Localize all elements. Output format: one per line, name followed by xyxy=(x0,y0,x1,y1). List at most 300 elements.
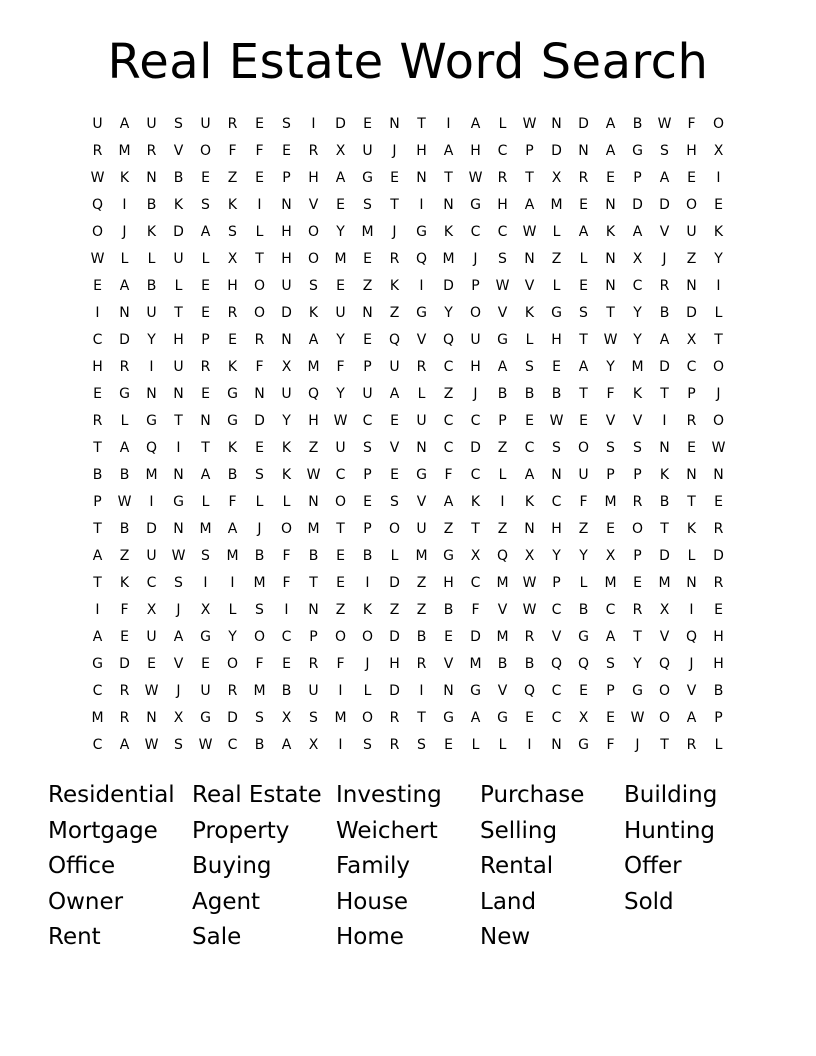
grid-letter: Z xyxy=(227,170,238,186)
grid-letter: E xyxy=(687,170,696,186)
grid-row xyxy=(84,570,732,597)
grid-letter: C xyxy=(686,359,697,375)
grid-letter: K xyxy=(308,305,319,321)
grid-letter: D xyxy=(389,629,400,645)
grid-letter: C xyxy=(92,737,103,753)
grid-letter: A xyxy=(632,224,643,240)
grid-letter: M xyxy=(145,467,158,483)
grid-letter: R xyxy=(146,143,157,159)
grid-letter: Z xyxy=(416,575,427,591)
grid-letter: W xyxy=(144,683,159,699)
grid-letter: Z xyxy=(308,440,319,456)
grid-letter: R xyxy=(308,143,319,159)
grid-letter: U xyxy=(92,116,103,132)
grid-letter: F xyxy=(336,359,345,375)
grid-letter: Y xyxy=(228,629,237,645)
grid-letter: M xyxy=(550,197,563,213)
grid-letter: D xyxy=(659,359,670,375)
grid-letter: Q xyxy=(550,656,563,672)
grid-letter: G xyxy=(200,710,211,726)
grid-letter: P xyxy=(498,413,507,429)
grid-letter: I xyxy=(257,197,262,213)
grid-letter: C xyxy=(146,575,157,591)
grid-letter: V xyxy=(497,683,508,699)
grid-letter: E xyxy=(525,710,534,726)
grid-letter: I xyxy=(419,197,424,213)
grid-letter: M xyxy=(496,629,509,645)
grid-letter: F xyxy=(606,386,615,402)
grid-letter: N xyxy=(416,440,427,456)
grid-row xyxy=(84,462,732,489)
grid-letter: E xyxy=(363,116,372,132)
grid-row xyxy=(84,273,732,300)
grid-letter: E xyxy=(687,440,696,456)
grid-letter: K xyxy=(227,197,238,213)
grid-letter: G xyxy=(497,710,508,726)
grid-letter: R xyxy=(713,521,724,537)
grid-letter: R xyxy=(254,332,265,348)
grid-letter: K xyxy=(227,440,238,456)
grid-letter: D xyxy=(146,521,157,537)
grid-letter: W xyxy=(171,548,186,564)
grid-letter: B xyxy=(254,737,265,753)
grid-letter: W xyxy=(522,575,537,591)
grid-letter: E xyxy=(579,197,588,213)
grid-letter: Q xyxy=(442,332,455,348)
grid-letter: L xyxy=(120,251,129,267)
grid-letter: T xyxy=(525,170,534,186)
grid-letter: E xyxy=(336,575,345,591)
grid-letter: B xyxy=(119,467,130,483)
grid-letter: F xyxy=(282,575,291,591)
grid-letter: E xyxy=(201,656,210,672)
grid-letter: N xyxy=(119,305,130,321)
grid-letter: D xyxy=(227,710,238,726)
grid-letter: Z xyxy=(389,305,400,321)
grid-letter: S xyxy=(255,467,264,483)
grid-letter: U xyxy=(335,440,346,456)
grid-letter: E xyxy=(390,170,399,186)
grid-letter: A xyxy=(119,737,130,753)
grid-letter: L xyxy=(525,332,534,348)
grid-letter: A xyxy=(308,332,319,348)
grid-letter: R xyxy=(92,413,103,429)
grid-letter: M xyxy=(334,710,347,726)
grid-letter: E xyxy=(363,251,372,267)
word-list-item: Agent xyxy=(192,888,261,915)
grid-letter: I xyxy=(149,494,154,510)
grid-letter: M xyxy=(604,575,617,591)
grid-letter: C xyxy=(281,629,292,645)
grid-letter: D xyxy=(713,548,724,564)
grid-letter: G xyxy=(470,197,481,213)
grid-letter: B xyxy=(551,386,562,402)
grid-letter: U xyxy=(335,305,346,321)
grid-letter: Q xyxy=(145,440,158,456)
word-list-item: Offer xyxy=(624,853,682,879)
grid-letter: J xyxy=(365,656,370,672)
grid-letter: H xyxy=(308,413,319,429)
grid-letter: S xyxy=(174,737,183,753)
grid-letter: B xyxy=(632,116,643,132)
grid-letter: G xyxy=(443,548,454,564)
grid-row xyxy=(84,381,732,408)
word-list-item: Residential xyxy=(48,782,175,808)
grid-letter: F xyxy=(579,494,588,510)
grid-letter: M xyxy=(118,143,131,159)
grid-letter: K xyxy=(281,440,292,456)
grid-letter: T xyxy=(309,575,318,591)
grid-letter: B xyxy=(146,197,157,213)
grid-letter: G xyxy=(227,413,238,429)
grid-letter: T xyxy=(444,170,453,186)
grid-letter: J xyxy=(662,251,667,267)
grid-letter: T xyxy=(579,332,588,348)
grid-letter: X xyxy=(146,602,157,618)
grid-letter: N xyxy=(254,386,265,402)
grid-letter: B xyxy=(416,629,427,645)
grid-letter: I xyxy=(419,683,424,699)
grid-letter: L xyxy=(120,413,129,429)
grid-letter: O xyxy=(253,278,266,294)
grid-letter: G xyxy=(497,332,508,348)
grid-letter: I xyxy=(176,440,181,456)
grid-letter: O xyxy=(631,521,644,537)
grid-letter: Y xyxy=(336,332,345,348)
grid-letter: I xyxy=(716,170,721,186)
grid-letter: T xyxy=(471,521,480,537)
word-list-item: Purchase xyxy=(480,782,585,808)
grid-letter: K xyxy=(686,521,697,537)
grid-letter: X xyxy=(686,332,697,348)
grid-letter: A xyxy=(227,521,238,537)
grid-letter: J xyxy=(635,737,640,753)
grid-letter: R xyxy=(227,116,238,132)
grid-letter: H xyxy=(551,521,562,537)
grid-letter: X xyxy=(713,143,724,159)
word-list-item: Sold xyxy=(624,888,674,915)
grid-letter: K xyxy=(119,575,130,591)
grid-letter: N xyxy=(551,467,562,483)
grid-letter: I xyxy=(716,278,721,294)
grid-letter: I xyxy=(338,737,343,753)
grid-letter: P xyxy=(606,683,615,699)
grid-letter: S xyxy=(309,710,318,726)
grid-letter: X xyxy=(524,548,535,564)
grid-letter: R xyxy=(389,251,400,267)
grid-letter: K xyxy=(524,305,535,321)
grid-letter: K xyxy=(119,170,130,186)
grid-letter: U xyxy=(416,413,427,429)
grid-letter: R xyxy=(227,683,238,699)
grid-letter: M xyxy=(91,710,104,726)
grid-letter: E xyxy=(93,386,102,402)
grid-letter: N xyxy=(362,305,373,321)
grid-letter: Q xyxy=(388,332,401,348)
grid-letter: A xyxy=(119,440,130,456)
grid-letter: S xyxy=(255,710,264,726)
grid-letter: X xyxy=(281,359,292,375)
grid-letter: E xyxy=(525,413,534,429)
grid-letter: S xyxy=(579,305,588,321)
grid-letter: E xyxy=(390,467,399,483)
grid-letter: E xyxy=(444,629,453,645)
grid-letter: L xyxy=(552,224,561,240)
grid-letter: O xyxy=(91,224,104,240)
grid-letter: N xyxy=(146,386,157,402)
grid-letter: Q xyxy=(658,656,671,672)
grid-letter: S xyxy=(363,737,372,753)
grid-letter: H xyxy=(470,143,481,159)
grid-letter: B xyxy=(173,170,184,186)
grid-letter: T xyxy=(606,305,615,321)
grid-letter: A xyxy=(497,359,508,375)
grid-letter: J xyxy=(689,656,694,672)
grid-letter: M xyxy=(253,575,266,591)
grid-letter: F xyxy=(444,467,453,483)
grid-letter: I xyxy=(527,737,532,753)
grid-letter: L xyxy=(174,278,183,294)
grid-letter: T xyxy=(579,386,588,402)
grid-letter: T xyxy=(255,251,264,267)
grid-letter: G xyxy=(443,710,454,726)
grid-letter: U xyxy=(470,332,481,348)
grid-letter: X xyxy=(173,710,184,726)
grid-letter: K xyxy=(173,197,184,213)
grid-letter: D xyxy=(443,278,454,294)
grid-letter: H xyxy=(416,143,427,159)
grid-letter: A xyxy=(470,710,481,726)
grid-letter: N xyxy=(659,440,670,456)
grid-letter: H xyxy=(173,332,184,348)
grid-letter: W xyxy=(522,224,537,240)
grid-letter: J xyxy=(392,224,397,240)
grid-letter: I xyxy=(446,116,451,132)
grid-letter: N xyxy=(443,197,454,213)
grid-letter: A xyxy=(524,197,535,213)
grid-letter: G xyxy=(416,467,427,483)
word-list-item: Home xyxy=(336,924,404,950)
grid-letter: E xyxy=(255,116,264,132)
grid-letter: X xyxy=(281,710,292,726)
word-list-item: New xyxy=(480,924,531,950)
grid-letter: R xyxy=(578,170,589,186)
grid-letter: B xyxy=(497,656,508,672)
grid-letter: H xyxy=(551,332,562,348)
grid-letter: R xyxy=(686,413,697,429)
grid-letter: U xyxy=(686,224,697,240)
grid-letter: G xyxy=(227,386,238,402)
grid-letter: N xyxy=(308,494,319,510)
grid-letter: V xyxy=(659,629,670,645)
grid-letter: F xyxy=(228,143,237,159)
grid-letter: G xyxy=(92,656,103,672)
grid-letter: K xyxy=(659,467,670,483)
grid-letter: U xyxy=(146,116,157,132)
grid-letter: C xyxy=(551,710,562,726)
grid-letter: R xyxy=(416,656,427,672)
grid-letter: Y xyxy=(444,305,453,321)
word-list-item: Real Estate xyxy=(192,782,322,808)
grid-letter: A xyxy=(470,116,481,132)
grid-letter: K xyxy=(524,494,535,510)
grid-letter: I xyxy=(122,197,127,213)
grid-letter: I xyxy=(149,359,154,375)
grid-letter: C xyxy=(470,467,481,483)
grid-letter: A xyxy=(524,467,535,483)
grid-letter: C xyxy=(524,440,535,456)
grid-letter: R xyxy=(119,710,130,726)
grid-letter: T xyxy=(201,440,210,456)
grid-letter: T xyxy=(174,413,183,429)
grid-letter: Z xyxy=(335,602,346,618)
grid-letter: A xyxy=(200,467,211,483)
grid-letter: W xyxy=(333,413,348,429)
grid-letter: I xyxy=(338,683,343,699)
grid-letter: D xyxy=(686,305,697,321)
grid-letter: T xyxy=(93,521,102,537)
grid-letter: E xyxy=(255,170,264,186)
grid-letter: E xyxy=(201,278,210,294)
grid-letter: M xyxy=(496,575,509,591)
grid-letter: Y xyxy=(633,656,642,672)
grid-letter: W xyxy=(522,116,537,132)
grid-letter: Q xyxy=(307,386,320,402)
grid-letter: A xyxy=(659,170,670,186)
grid-letter: U xyxy=(146,305,157,321)
grid-letter: M xyxy=(604,494,617,510)
grid-letter: D xyxy=(389,683,400,699)
grid-letter: N xyxy=(686,467,697,483)
grid-letter: E xyxy=(336,548,345,564)
grid-letter: C xyxy=(92,683,103,699)
grid-letter: E xyxy=(579,683,588,699)
grid-letter: L xyxy=(498,737,507,753)
grid-letter: N xyxy=(389,116,400,132)
grid-letter: U xyxy=(578,467,589,483)
grid-letter: H xyxy=(713,656,724,672)
grid-letter: L xyxy=(498,467,507,483)
grid-letter: K xyxy=(227,359,238,375)
grid-letter: G xyxy=(173,494,184,510)
grid-letter: C xyxy=(470,224,481,240)
grid-letter: X xyxy=(200,602,211,618)
grid-letter: B xyxy=(119,521,130,537)
grid-letter: S xyxy=(363,440,372,456)
grid-letter: E xyxy=(390,413,399,429)
grid-letter: A xyxy=(443,494,454,510)
grid-letter: S xyxy=(201,197,210,213)
grid-letter: W xyxy=(657,116,672,132)
grid-letter: L xyxy=(255,224,264,240)
grid-letter: F xyxy=(471,602,480,618)
grid-letter: O xyxy=(253,629,266,645)
grid-letter: F xyxy=(606,737,615,753)
grid-letter: G xyxy=(362,170,373,186)
letter-grid xyxy=(84,111,732,759)
grid-letter: E xyxy=(201,170,210,186)
grid-letter: E xyxy=(714,494,723,510)
grid-letter: V xyxy=(173,143,184,159)
grid-letter: O xyxy=(469,305,482,321)
grid-letter: A xyxy=(119,278,130,294)
grid-letter: N xyxy=(524,251,535,267)
grid-row xyxy=(84,705,732,732)
grid-row xyxy=(84,111,732,138)
grid-letter: L xyxy=(714,305,723,321)
grid-letter: U xyxy=(146,629,157,645)
grid-letter: T xyxy=(714,332,723,348)
grid-letter: R xyxy=(659,278,670,294)
grid-row xyxy=(84,219,732,246)
grid-letter: V xyxy=(173,656,184,672)
grid-letter: N xyxy=(551,737,562,753)
grid-letter: E xyxy=(633,575,642,591)
grid-letter: I xyxy=(500,494,505,510)
grid-letter: Z xyxy=(578,521,589,537)
grid-letter: E xyxy=(282,143,291,159)
grid-letter: W xyxy=(549,413,564,429)
grid-letter: G xyxy=(632,143,643,159)
grid-letter: L xyxy=(147,251,156,267)
grid-letter: P xyxy=(93,494,102,510)
grid-letter: G xyxy=(578,737,589,753)
grid-letter: K xyxy=(146,224,157,240)
word-list-item: Mortgage xyxy=(48,817,158,844)
grid-letter: B xyxy=(362,548,373,564)
grid-letter: A xyxy=(389,386,400,402)
grid-letter: E xyxy=(579,278,588,294)
grid-letter: R xyxy=(200,359,211,375)
grid-letter: E xyxy=(93,278,102,294)
grid-letter: N xyxy=(686,575,697,591)
grid-letter: M xyxy=(469,656,482,672)
grid-letter: J xyxy=(257,521,262,537)
word-list-item: Owner xyxy=(48,888,124,915)
word-list-item: Rental xyxy=(480,853,554,879)
grid-letter: I xyxy=(95,305,100,321)
grid-letter: I xyxy=(365,575,370,591)
grid-letter: A xyxy=(119,116,130,132)
grid-letter: V xyxy=(416,332,427,348)
grid-letter: J xyxy=(176,602,181,618)
grid-letter: O xyxy=(658,710,671,726)
grid-letter: W xyxy=(468,170,483,186)
grid-letter: E xyxy=(336,278,345,294)
grid-letter: M xyxy=(658,575,671,591)
grid-letter: H xyxy=(281,251,292,267)
grid-letter: E xyxy=(255,440,264,456)
grid-letter: S xyxy=(228,224,237,240)
grid-letter: C xyxy=(443,440,454,456)
grid-letter: L xyxy=(390,548,399,564)
grid-letter: J xyxy=(473,386,478,402)
grid-letter: G xyxy=(416,224,427,240)
grid-row xyxy=(84,408,732,435)
grid-letter: T xyxy=(417,710,426,726)
grid-letter: A xyxy=(605,629,616,645)
grid-letter: D xyxy=(632,197,643,213)
grid-row xyxy=(84,435,732,462)
grid-letter: W xyxy=(495,278,510,294)
grid-letter: Z xyxy=(416,602,427,618)
grid-letter: L xyxy=(282,494,291,510)
grid-letter: K xyxy=(281,467,292,483)
grid-letter: H xyxy=(497,197,508,213)
grid-letter: C xyxy=(632,278,643,294)
word-list-item: Family xyxy=(336,853,411,879)
grid-letter: H xyxy=(92,359,103,375)
